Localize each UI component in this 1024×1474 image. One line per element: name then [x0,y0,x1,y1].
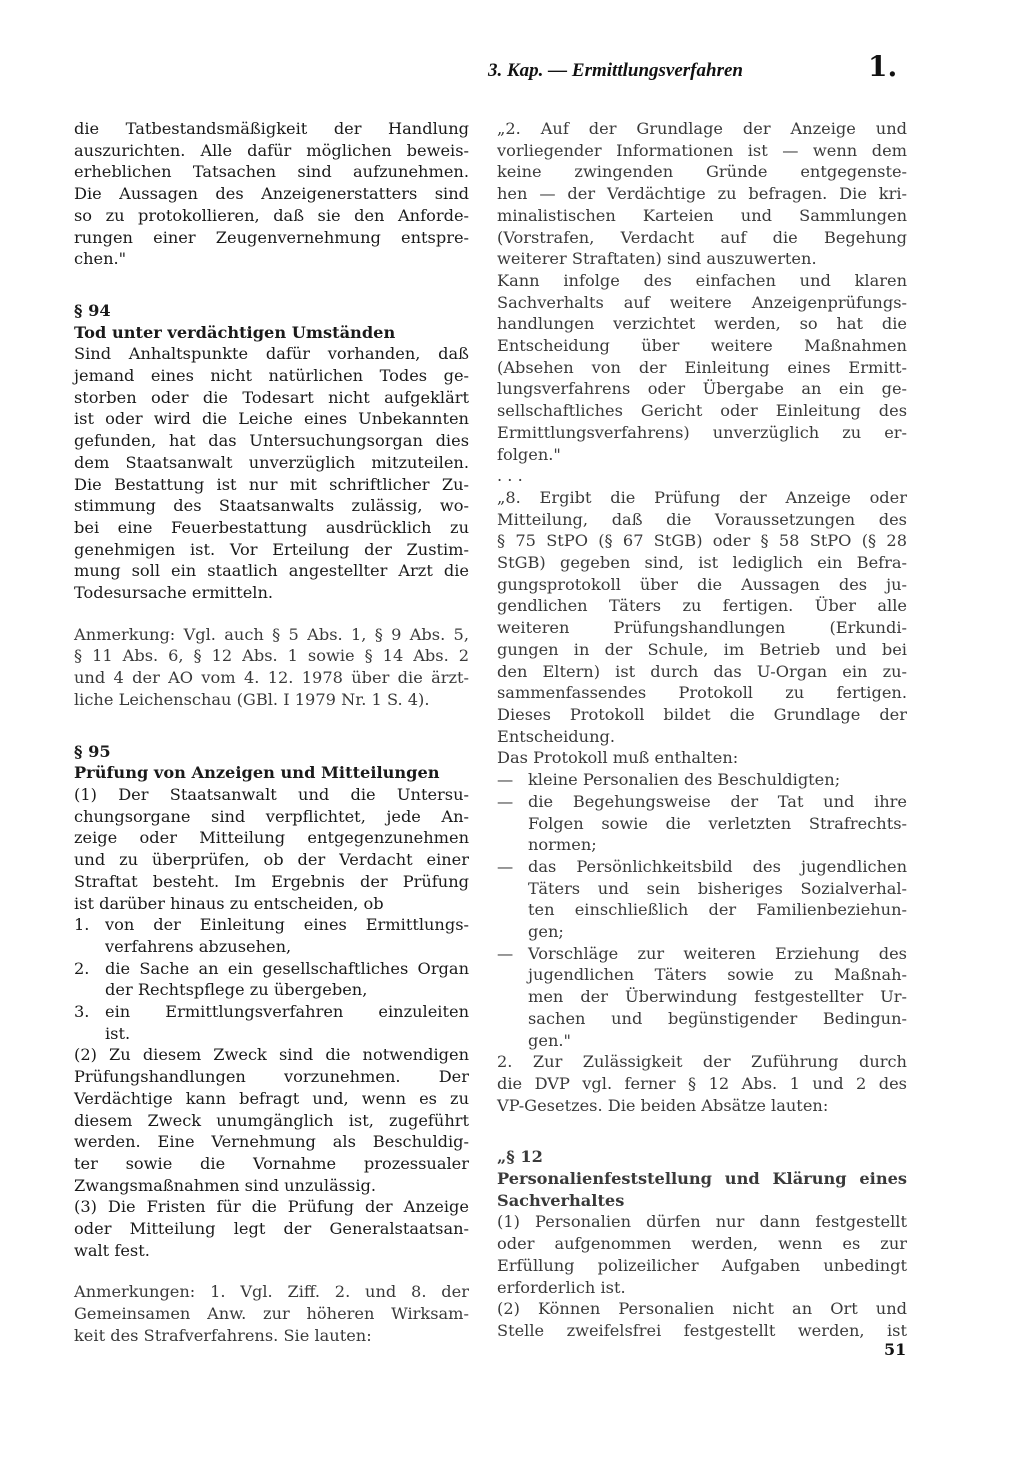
text-line: (1) Der Staatsanwalt und die Untersu- [74,784,469,804]
text-line: Straftat besteht. Im Ergebnis der Prüfung [74,871,469,891]
text-line: Mitteilung, daß die Voraussetzungen des [497,509,907,529]
text-line: StGB) gegeben sind, ist lediglich ein Befra- [497,553,907,573]
text-line: Anmerkung: Vgl. auch § 5 Abs. 1, § 9 Abs. 5, [74,624,469,644]
protocol-intro: Das Protokoll muß enthalten: [497,748,739,768]
text-line: Folgen sowie die verletzten Strafrechts- [528,813,907,833]
dash-list-item [497,769,907,791]
text-line: Vorschläge zur weiteren Erziehung des [528,943,907,963]
text-line: stimmung des Staatsanwalts zulässig, wo- [74,496,469,516]
quoted-section-12 [497,1146,907,1341]
dash-marker: — [497,856,514,876]
dash-marker: — [497,770,514,790]
text-line: erforderlich ist. [497,1277,626,1297]
text-line: § 75 StPO (§ 67 StGB) oder § 58 StPO (§ 28 [497,531,907,551]
text-line: keine zwingenden Gründe entgegenste- [497,162,907,182]
text-line: ein Ermittlungsverfahren einzuleiten [105,1002,469,1022]
section-title: Prüfung von Anzeigen und Mitteilungen [74,763,440,783]
dash-list-item [497,856,907,943]
text-line: und zu überprüfen, ob der Verdacht einer [74,850,469,870]
list-item [74,958,469,1001]
text-line: ist oder wird die Leiche eines Unbekannten [74,409,469,429]
text-line: chungsorgane sind verpflichtet, jede An- [74,806,469,826]
text-line: Die Bestattung ist nur mit schriftlicher Zu- [74,474,469,494]
list-marker: 3. [74,1002,90,1022]
text-line: liche Leichenschau (GBl. I 1979 Nr. 1 S. 4). [74,689,430,709]
section-number: „§ 12 [497,1147,543,1167]
running-title: 3. Kap. — Ermittlungsverfahren [488,60,743,81]
text-line: Ermittlungsverfahrens) unverzüglich zu er- [497,422,907,442]
text-line: die Sache an ein gesellschaftliches Organ [105,958,469,978]
text-line: gungen in der Schule, im Betrieb und bei [497,639,907,659]
section-94 [74,300,469,711]
section-paragraph-3 [74,1196,469,1261]
text-line: werden. Eine Vernehmung als Beschuldig- [74,1132,469,1152]
text-line: gungsprotokoll über die Aussagen des ju- [497,574,907,594]
text-line: normen; [528,835,597,855]
text-line: ist darüber hinaus zu entscheiden, ob [74,893,384,913]
section-95 [74,741,469,1347]
text-line: ist. [105,1023,131,1043]
text-line: weiterer Straftaten) sind auszuwerten. [497,249,817,269]
text-line: rungen einer Zeugenvernehmung entspre- [74,227,469,247]
text-line: jugendlichen Täters sowie zu Maßnah- [528,965,907,985]
text-line: VP-Gesetzes. Die beiden Absätze lauten: [497,1095,829,1115]
text-line: der Rechtspflege zu übergeben, [105,980,368,1000]
text-line: Stelle zweifelsfrei festgestellt werden, ist [497,1320,907,1340]
text-line: dem Staatsanwalt unverzüglich mitzuteilen. [74,452,469,472]
dash-list-item [497,791,907,856]
section-number: § 95 [74,741,111,761]
text-line: ten einschließlich der Familienbeziehun- [528,900,907,920]
text-line: gefunden, hat das Untersuchungsorgan dies [74,431,469,451]
text-line: die Tatbestandsmäßigkeit der Handlung [74,119,469,138]
text-line: Entscheidung über weitere Maßnahmen [497,336,907,356]
annotation [74,1281,469,1346]
text-line: mung soll ein staatlich angestellter Arzt die [74,561,469,581]
text-line: „8. Ergibt die Prüfung der Anzeige oder [497,487,907,507]
right-column [497,118,907,1342]
text-line: (3) Die Fristen für die Prüfung der Anzeige [74,1197,469,1217]
text-line: handlungen verzichtet werden, so hat die [497,314,907,334]
quoted-paragraph-8 [497,487,907,747]
text-line: auszurichten. Alle dafür möglichen beweis- [74,140,469,160]
text-line: Entscheidung. [497,726,616,746]
text-line: ter sowie die Vornahme prozessualer [74,1153,469,1173]
text-line: „2. Auf der Grundlage der Anzeige und [497,119,907,138]
intro-paragraph [74,118,469,270]
text-line: keit des Strafverfahrens. Sie lauten: [74,1325,372,1345]
section-number: § 94 [74,300,111,320]
text-line: und 4 der AO vom 4. 12. 1978 über die ärzt- [74,668,469,688]
text-line: (Vorstrafen, Verdacht auf die Begehung [497,227,907,247]
chapter-number: 1. [868,50,898,83]
text-line: weiteren Prüfungshandlungen (Erkundi- [497,618,907,638]
text-line: die Begehungsweise der Tat und ihre [528,791,907,811]
dash-marker: — [497,791,514,811]
text-line: Kann infolge des einfachen und klaren [497,270,907,290]
text-line: Anmerkungen: 1. Vgl. Ziff. 2. und 8. der [74,1282,469,1302]
text-line: das Persönlichkeitsbild des jugendlichen [528,856,907,876]
text-line: jemand eines nicht natürlichen Todes ge- [74,366,469,386]
quoted-paragraph-2 [497,118,907,465]
text-line: (2) Können Personalien nicht an Ort und [497,1299,907,1319]
section-paragraph-2 [74,1044,469,1196]
text-line: Sachverhalts auf weitere Anzeigenprüfungs- [497,292,907,312]
text-line: chen." [74,249,127,269]
text-line: Todesursache ermitteln. [74,583,274,603]
page-number: 51 [884,1340,907,1359]
text-line: lungsverfahrens oder Übergabe an ein ge- [497,379,907,399]
text-line: (1) Personalien dürfen nur dann festgestellt [497,1212,907,1232]
text-line: vorliegender Informationen ist — wenn dem [497,140,907,160]
text-line: von der Einleitung eines Ermittlungs- [105,915,469,935]
section-title: Sachverhaltes [497,1190,625,1210]
ellipsis: . . . [497,466,523,486]
text-line: storben oder die Todesart nicht aufgeklärt [74,387,469,407]
text-line: Prüfungshandlungen vorzunehmen. Der [74,1067,469,1087]
text-line: oder Mitteilung legt der Generalstaatsan- [74,1219,469,1239]
text-line: Täters und sein bisheriges Sozialverhal- [528,878,907,898]
text-line: genehmigen ist. Vor Erteilung der Zustim- [74,539,469,559]
text-line: Verdächtige kann befragt und, wenn es zu [74,1088,469,1108]
text-line: diesem Zweck unumgänglich ist, zugeführt [74,1110,469,1130]
text-line: zeige oder Mitteilung entgegenzunehmen [74,828,469,848]
text-line: men der Überwindung festgestellter Ur- [528,987,907,1007]
text-line: verfahrens abzusehen, [105,936,292,956]
text-line: den Eltern) ist durch das U-Organ ein zu- [497,661,907,681]
section-paragraph-1 [74,784,469,914]
text-line: so zu protokollieren, daß sie den Anforde- [74,205,469,225]
annotation-2 [497,1051,907,1116]
list-marker: 1. [74,915,90,935]
text-line: Sind Anhaltspunkte dafür vorhanden, daß [74,344,469,364]
text-line: minalistischen Karteien und Sammlungen [497,205,907,225]
text-line: folgen." [497,444,561,464]
text-line: sellschaftliches Gericht oder Einleitung des [497,401,907,421]
text-line: (Absehen von der Einleitung eines Ermitt- [497,357,907,377]
section-title: Tod unter verdächtigen Umständen [74,322,396,342]
section-body [74,343,469,603]
list-item [74,914,469,957]
text-line: sachen und begünstigender Bedingun- [528,1008,907,1028]
text-line: 2. Zur Zulässigkeit der Zuführung durch [497,1052,907,1072]
text-line: gen; [528,922,564,942]
list-marker: 2. [74,958,90,978]
dash-marker: — [497,943,514,963]
text-line: oder aufgenommen werden, wenn es zur [497,1234,907,1254]
text-line: (2) Zu diesem Zweck sind die notwendigen [74,1045,469,1065]
annotation [74,624,469,711]
text-line: sammenfassendes Protokoll zu fertigen. [497,683,907,703]
text-line: Erfüllung polizeilicher Aufgaben unbedingt [497,1255,907,1275]
text-line: § 11 Abs. 6, § 12 Abs. 1 sowie § 14 Abs. 2 [74,646,469,666]
text-line: hen — der Verdächtige zu befragen. Die kri- [497,184,907,204]
text-line: Dieses Protokoll bildet die Grundlage der [497,704,907,724]
list-item [74,1001,469,1044]
text-line: gendlichen Täters zu fertigen. Über alle [497,596,907,616]
text-line: kleine Personalien des Beschuldigten; [528,770,841,790]
text-line: bei eine Feuerbestattung ausdrücklich zu [74,517,469,537]
section-title: Personalienfeststellung und Klärung eines [497,1169,907,1189]
left-column [74,118,469,1347]
text-line: Die Aussagen des Anzeigenerstatters sind [74,184,469,204]
dash-list-item [497,943,907,1052]
text-line: Zwangsmaßnahmen sind unzulässig. [74,1175,377,1195]
text-line: walt fest. [74,1240,150,1260]
text-line: gen." [528,1030,571,1050]
section-body [497,1211,907,1341]
text-line: erheblichen Tatsachen sind aufzunehmen. [74,162,469,182]
text-line: Gemeinsamen Anw. zur höheren Wirksam- [74,1304,469,1324]
text-line: die DVP vgl. ferner § 12 Abs. 1 und 2 des [497,1073,907,1093]
